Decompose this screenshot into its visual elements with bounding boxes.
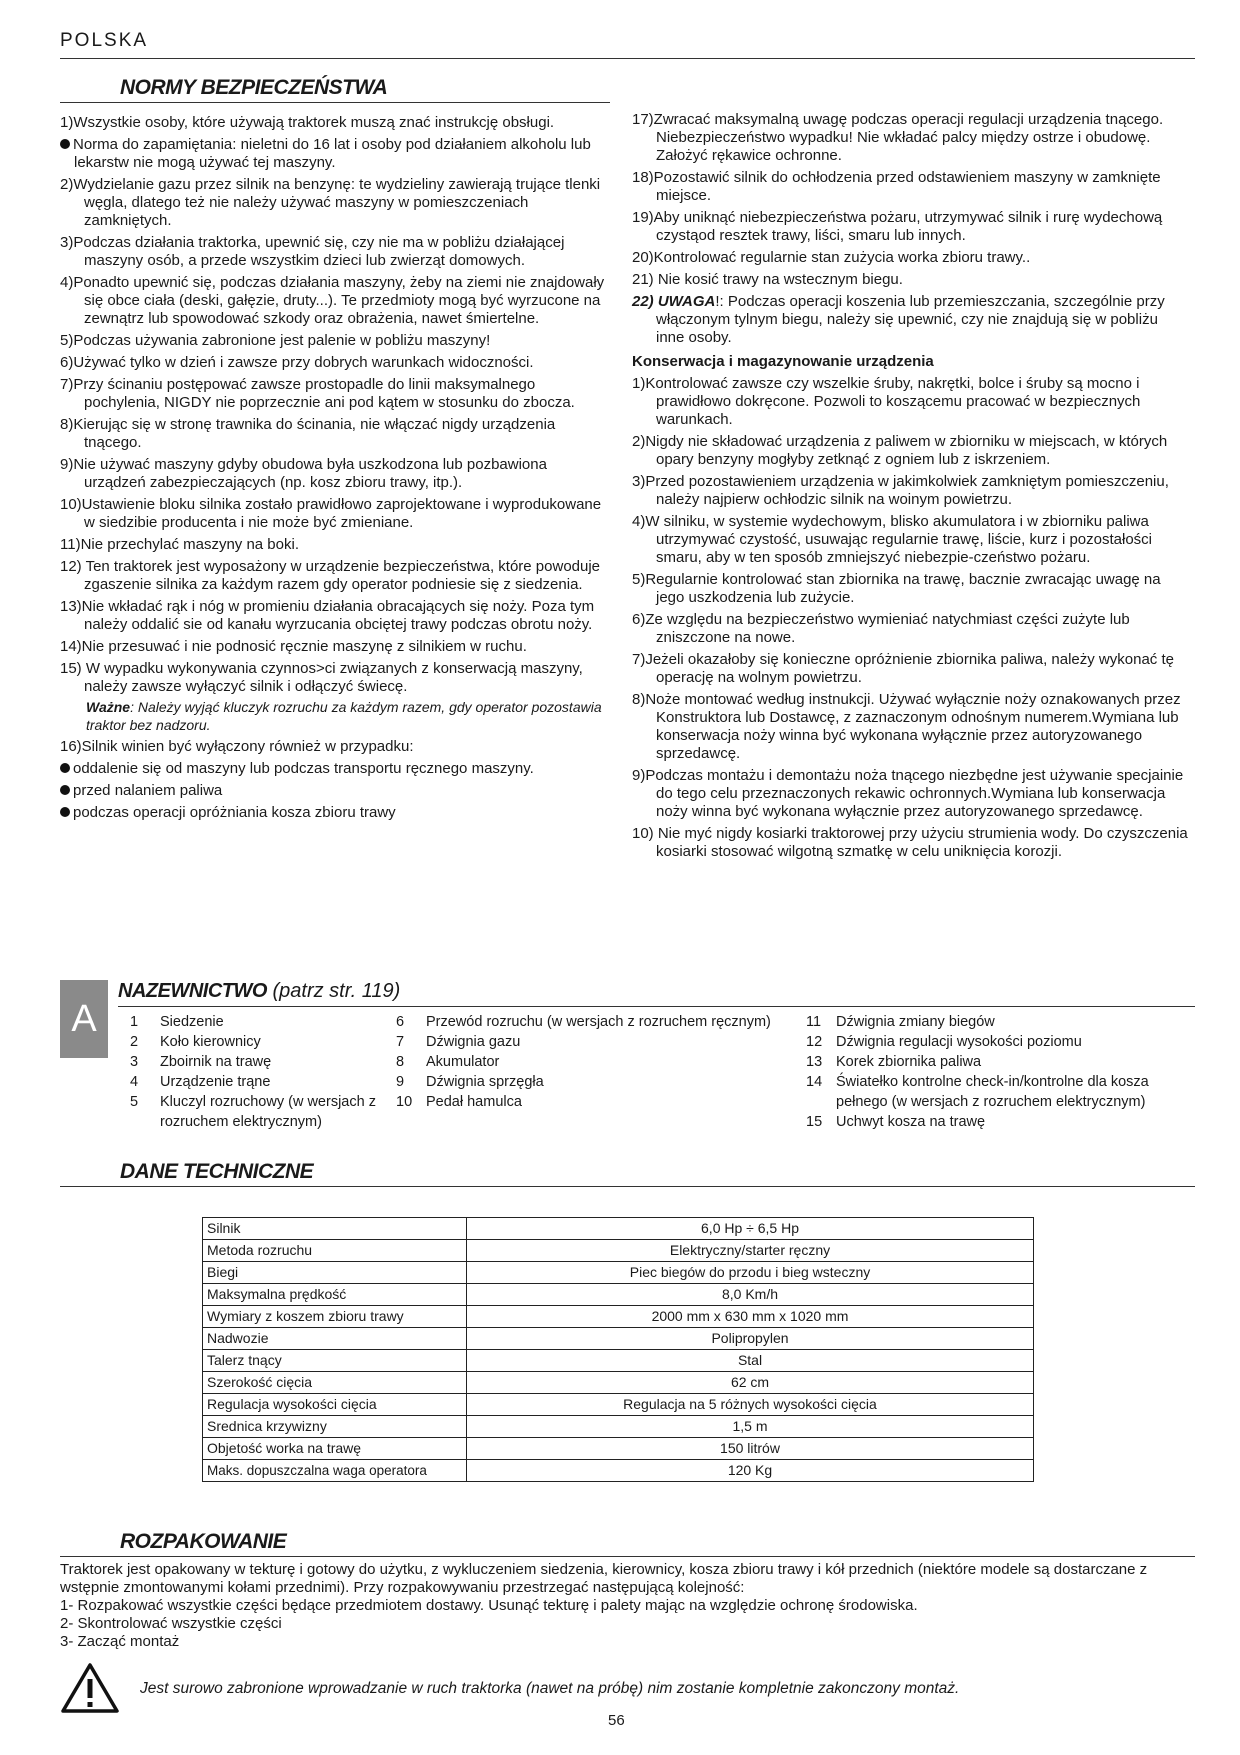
unpack-line: 1- Rozpakować wszystkie części będące przedmiotem dostawy. Usunąć tekturę i palety mając na względzie ochronę środowiska. [60,1597,918,1614]
right_col-item: 20)Kontrolować regularnie stan zużycia worka zbioru trawy.. [632,249,1031,266]
unpack-line: Traktorek jest opakowany w tekturę i gotowy do użytku, z wykluczeniem siedzenia, kierownicy, kosza zbioru trawy i kół przednich (niektóre modele są dostarczane z wstępnie zmontowanymi kołami przednimi). Przy rozpakowywaniu przestrzegać następującą kolejność: [60,1561,1148,1596]
part-item: 2 Koło kierownicy [130,1034,261,1050]
parts-heading [118,980,400,1003]
tech-value: Elektryczny/starter ręczny [467,1240,1034,1262]
part-item: 15 Uchwyt kosza na trawę [806,1114,986,1130]
unpack-text [60,1561,1195,1651]
part-item: 4 Urządzenie trąne [130,1074,271,1090]
right_col-item: 6)Ze względu na bezpieczeństwo wymieniać natychmiast części zużyte lub zniszczone na nowe. [632,611,1130,646]
tech-row [203,1350,1034,1372]
left_col-item: 2)Wydzielanie gazu przez silnik na benzynę: te wydzieliny zawierają trujące tlenki węgla, dlatego też nie należy używać maszyny w pomieszczeniach zamkniętych. [60,176,601,229]
right_col-item: 19)Aby uniknąć niebezpieczeństwa pożaru, utrzymywać silnik i rurę wydechową czystąod resztek trawy, liści, smaru lub innych. [632,209,1163,244]
right_col-item: 2)Nigdy nie składować urządzenia z paliwem w zbiorniku w miejscach, w których opary benzyny mogłyby zetknąć z ogniem lub z iskrzeniem. [632,433,1168,468]
part-item: 8 Akumulator [396,1054,500,1070]
tech-value: Regulacja na 5 różnych wysokości cięcia [467,1394,1034,1416]
left_col-item: 15) W wypadku wykonywania czynnos>ci związanych z konserwacją maszyny, należy zawsze wyłączyć silnik i odłączyć świecę. [60,660,583,695]
left_col-item: 7)Przy ścinaniu postępować zawsze prostopadle do linii maksymalnego pochylenia, NIGDY nie poprzecznie ani pod kątem w stosunku do zbocza. [60,376,575,411]
safety-right-column [632,111,1188,865]
tech-row [203,1416,1034,1438]
part-item: 7 Dźwignia gazu [396,1034,521,1050]
left_col-item: Ważne: Należy wyjąć kluczyk rozruchu za każdym razem, gdy operator pozostawia traktor bez nadzoru. [86,699,602,733]
left_col-item: 8)Kierując się w stronę trawnika do ścinania, nie włączać nigdy urządzenia tnącego. [60,416,556,451]
part-item: 10 Pedał hamulca [396,1094,522,1110]
right_col-item: 18)Pozostawić silnik do ochłodzenia przed odstawieniem maszyny w zamknięte miejsce. [632,169,1161,204]
tech-value: Stal [467,1350,1034,1372]
left_col-item: 14)Nie przesuwać i nie podnosić ręcznie maszynę z silnikiem w ruchu. [60,638,527,655]
unpack-line: 2- Skontrolować wszystkie części [60,1615,282,1632]
header-rule [60,58,1195,59]
part-item: 3 Zboirnik na trawę [130,1054,272,1070]
left_col-item: 5)Podczas używania zabronione jest palenie w pobliżu maszyny! [60,332,491,349]
part-item: 11 Dźwignia zmiany biegów [806,1014,995,1030]
tech-row [203,1284,1034,1306]
tech-value: 150 litrów [467,1438,1034,1460]
right_col-item: 5)Regularnie kontrolować stan zbiornika na trawę, bacznie zwracając uwagę na jego uszkodzenia lub zużycie. [632,571,1161,606]
tech-key: Maksymalna prędkość [203,1284,467,1306]
unpack-line: 3- Zacząć montaż [60,1633,180,1650]
tech-key: Maks. dopuszczalna waga operatora [203,1460,467,1482]
safety-title-rule [60,102,610,103]
parts-ref: (patrz str. 119) [272,980,401,1002]
tech-value: 2000 mm x 630 mm x 1020 mm [467,1306,1034,1328]
part-item: 14 Światełko kontrolne check-in/kontrolne dla kosza pełnego (w wersjach z rozruchem elektrycznym) [806,1074,1149,1110]
section-badge: A [60,980,108,1058]
tech-value: 6,0 Hp ÷ 6,5 Hp [467,1218,1034,1240]
right_col-item: 22) UWAGA!: Podczas operacji koszenia lub przemieszczania, szczególnie przy włączonym tylnym biegu, należy się upewnić, czy nie znajdują się w pobliżu inne osoby. [632,293,1165,346]
tech-row [203,1306,1034,1328]
left_col-item: przed nalaniem paliwa [60,782,608,800]
tech-row [203,1394,1034,1416]
parts-title: NAZEWNICTWO [118,980,267,1002]
left_col-item: oddalenie się od maszyny lub podczas transportu ręcznego maszyny. [60,760,608,778]
left_col-item: podczas operacji opróżniania kosza zbioru trawy [60,804,608,822]
tech-row [203,1438,1034,1460]
part-item: 5 Kluczyl rozruchowy (w wersjach z rozruchem elektrycznym) [130,1094,376,1130]
tech-value: 1,5 m [467,1416,1034,1438]
left_col-item: 12) Ten traktorek jest wyposażony w urządzenie bezpieczeństwa, które powoduje zgaszenie silnika za każdym razem gdy operator podniesie się z siedzenia. [60,558,601,593]
warning-icon [60,1662,120,1714]
tech-value: 62 cm [467,1372,1034,1394]
bullet-icon [60,139,70,149]
tech-value: Polipropylen [467,1328,1034,1350]
left_col-item: 6)Używać tylko w dzień i zawsze przy dobrych warunkach widoczności. [60,354,534,371]
right_col-subheading: Konserwacja i magazynowanie urządzenia [632,353,934,370]
page-header: POLSKA [60,30,149,51]
bullet-icon [60,763,70,773]
tech-key: Nadwozie [203,1328,467,1350]
right_col-item: 21) Nie kosić trawy na wstecznym biegu. [632,271,903,288]
right_col-item: 10) Nie myć nigdy kosiarki traktorowej przy użyciu strumienia wody. Do czyszczenia kosiarki stosować wilgotną szmatkę w celu uniknięcia korozji. [632,825,1188,860]
tech-key: Regulacja wysokości cięcia [203,1394,467,1416]
bullet-icon [60,807,70,817]
tech-value: Piec biegów do przodu i bieg wsteczny [467,1262,1034,1284]
right_col-item: 7)Jeżeli okazałoby się konieczne opróżnienie zbiornika paliwa, należy wykonać tę operację na wolnym powietrzu. [632,651,1174,686]
tech-row [203,1262,1034,1284]
tech-value: 120 Kg [467,1460,1034,1482]
right_col-item: 4)W silniku, w systemie wydechowym, blisko akumulatora i w zbiorniku paliwa utrzymywać czystość, usuwając regularnie trawę, liście, kurz i pozostałości smaru, aby w ten sposób zmniejszyć niebezpie-czeństwo pożaru. [632,513,1153,566]
tech-key: Talerz tnący [203,1350,467,1372]
tech-key: Srednica krzywizny [203,1416,467,1438]
tech-row [203,1218,1034,1240]
bullet-icon [60,785,70,795]
safety-left-column [60,114,608,826]
right_col-item: 3)Przed pozostawieniem urządzenia w jakimkolwiek zamkniętym pomieszczeniu, należy najpierw ochłodzic silnik na woinym powietrzu. [632,473,1169,508]
unpack-title-rule [60,1556,1195,1557]
left_col-item: 1)Wszystkie osoby, które używają traktorek muszą znać instrukcję obsługi. [60,114,555,131]
part-item: 13 Korek zbiornika paliwa [806,1054,982,1070]
tech-key: Szerokość cięcia [203,1372,467,1394]
safety-title: NORMY BEZPIECZEŃSTWA [120,76,388,99]
right_col-item: 17)Zwracać maksymalną uwagę podczas operacji regulacji urządzenia tnącego. Niebezpieczeństwo wypadku! Nie wkładać palcy między ostrze i obudowę. Założyć rękawice ochronne. [632,111,1164,164]
tech-title: DANE TECHNICZNE [120,1160,314,1183]
right_col-item: 8)Noże montować według instnukcji. Używać wyłącznie noży oznakowanych przez Konstruktora lub Dostawcę, z zaznaczonym odnośnym numerem.Wymiana lub konserwacja noży winna być wykonana wyłącznie przez autoryzowanego sprzedawcę. [632,691,1181,762]
parts-list-col1 [130,1012,390,1132]
parts-list-col3 [806,1012,1196,1132]
left_col-item: 11)Nie przechylać maszyny na boki. [60,536,299,553]
right_col-item: 9)Podczas montażu i demontażu noża tnącego niezbędne jest używanie specjainie do tego celu przeznaczonych rekawic ochronnych.Wymiana lub konserwacja noży winna być wykonana wyłącznie przez autoryzowanego sprzedawcę. [632,767,1184,820]
parts-rule [118,1006,1195,1007]
left_col-item: 9)Nie używać maszyny gdyby obudowa była uszkodzona lub pozbawiona urządzeń zabezpieczających (np. kosz zbioru trawy, itp.). [60,456,547,491]
tech-value: 8,0 Km/h [467,1284,1034,1306]
tech-row [203,1240,1034,1262]
part-item: 9 Dźwignia sprzęgła [396,1074,544,1090]
left_col-item: 16)Silnik winien być wyłączony również w przypadku: [60,738,414,755]
part-item: 12 Dźwignia regulacji wysokości poziomu [806,1034,1082,1050]
part-item: 1 Siedzenie [130,1014,224,1030]
left_col-item: Norma do zapamiętania: nieletni do 16 lat i osoby pod działaniem alkoholu lub lekarstw nie mogą używać tej maszyny. [60,136,608,172]
right_col-item: 1)Kontrolować zawsze czy wszelkie śruby, nakrętki, bolce i śruby są mocno i prawidłowo dokręcone. Pozwoli to koszącemu pracować w bezpiecznych warunkach. [632,375,1141,428]
tech-row [203,1372,1034,1394]
part-item: 6 Przewód rozruchu (w wersjach z rozruchem ręcznym) [396,1014,771,1030]
tech-title-rule [60,1186,1195,1187]
left_col-item: 13)Nie wkładać rąk i nóg w promieniu działania obracających się noży. Poza tym należy oddalić sie od kanału wyrzucania obciętej trawy podczas obrotu noży. [60,598,595,633]
tech-key: Objetość worka na trawę [203,1438,467,1460]
left_col-item: 3)Podczas działania traktorka, upewnić się, czy nie ma w pobliżu działającej maszyny osób, a przede wszystkim dzieci lub zwierząt domowych. [60,234,565,269]
left_col-item: 4)Ponadto upewnić się, podczas działania maszyny, żeby na ziemi nie znajdowały się obce ciała (deski, gałęzie, druty...). Te przedmioty mogą być wyrzucone na zewnątrz lub spowodować szkody oraz obrażenia, nawet śmiertelne. [60,274,605,327]
tech-row [203,1328,1034,1350]
tech-table [202,1217,1034,1482]
tech-row [203,1460,1034,1482]
tech-key: Silnik [203,1218,467,1240]
page-number: 56 [608,1712,625,1729]
tech-key: Metoda rozruchu [203,1240,467,1262]
parts-list-col2 [396,1012,806,1112]
unpack-title: ROZPAKOWANIE [120,1530,287,1553]
left_col-item: 10)Ustawienie bloku silnika zostało prawidłowo zaprojektowane i wyprodukowane w siedzibie producenta i nie może być zmieniane. [60,496,602,531]
warning-text: Jest surowo zabronione wprowadzanie w ruch traktorka (nawet na próbę) nim zostanie kompletnie zakonczony montaż. [140,1680,960,1697]
tech-key: Biegi [203,1262,467,1284]
tech-key: Wymiary z koszem zbioru trawy [203,1306,467,1328]
